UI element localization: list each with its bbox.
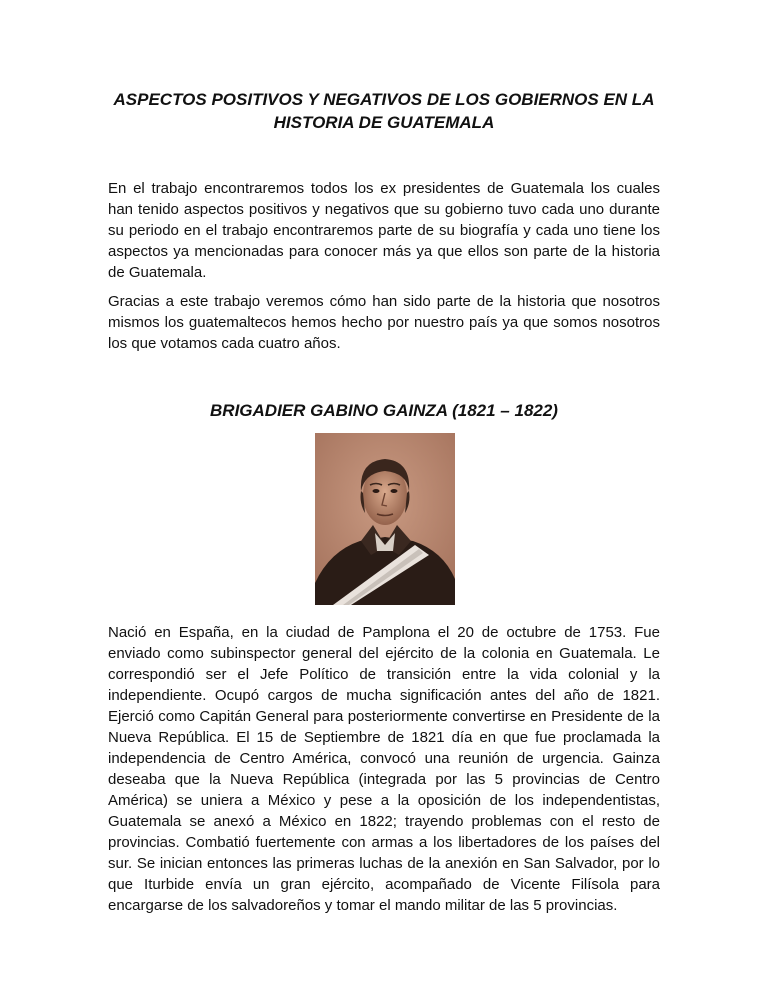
biography-paragraph: Nació en España, en la ciudad de Pamplona el 20 de octubre de 1753. Fue enviado como subinspector general del ejército de la colonia en Guatemala. Le correspondió ser el Jefe Político de transición entre la vida colonial y la independiente. Ocupó cargos de mucha significación antes del año de 1821. Ejerció como Capitán General para posteriormente convertirse en Presidente de la Nueva República. El 15 de Septiembre de 1821 día en que fue proclamada la independencia de Centro América, convocó una reunión de urgencia. Gainza deseaba que la Nueva República (integrada por las 5 provincias de Centro América) se uniera a México y pese a la oposición de los independentistas, Guatemala se anexó a México en 1822; trayendo problemas con el resto de provincias. Combatió fuertemente con armas a los libertadores de los países del sur. Se inician entonces las primeras luchas de la anexión en San Salvador, por lo que Iturbide envía un gran ejército, acompañado de Vicente Filísola para encargarse de los salvadoreños y tomar el mando militar de las 5 provincias. — [108, 624, 660, 914]
section-heading: BRIGADIER GABINO GAINZA (1821 – 1822) — [210, 401, 558, 420]
intro-paragraph-2: Gracias a este trabajo veremos cómo han sido parte de la historia que nosotros mismos los guatemaltecos hemos hecho por nuestro país ya que somos nosotros los que votamos cada cuatro años. — [108, 293, 660, 352]
intro-paragraph-1: En el trabajo encontraremos todos los ex presidentes de Guatemala los cuales han tenido aspectos positivos y negativos que su gobierno tuvo cada uno durante su periodo en el trabajo encontraremos parte de su biografía y cada uno tiene los aspectos ya mencionadas para conocer más ya que ellos son parte de la historia de Guatemala. — [108, 180, 660, 281]
portrait-image — [315, 433, 455, 605]
document-title: ASPECTOS POSITIVOS Y NEGATIVOS DE LOS GOBIERNOS EN LA HISTORIA DE GUATEMALA — [113, 90, 655, 132]
